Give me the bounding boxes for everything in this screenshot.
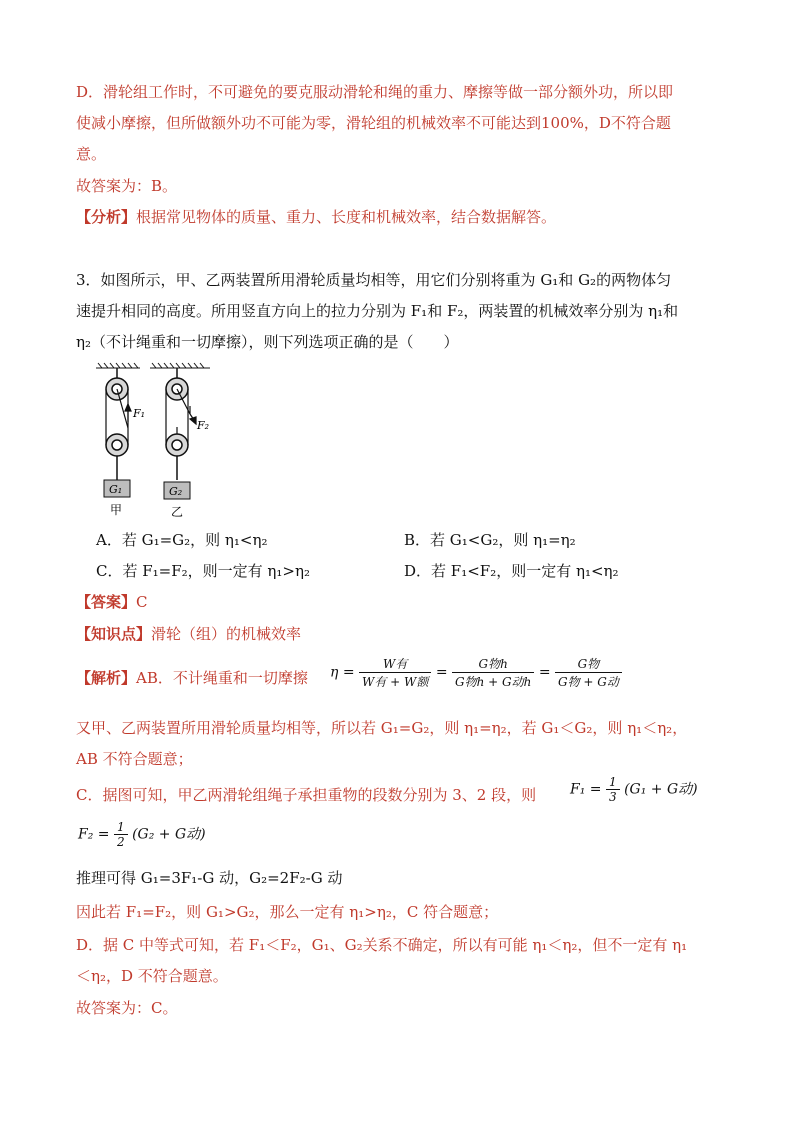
label-g1: G₁ bbox=[109, 483, 123, 496]
jia-movable-pulley bbox=[106, 434, 128, 480]
prev-answer: 故答案为：B。 bbox=[76, 177, 178, 195]
knowledge-line bbox=[76, 624, 301, 644]
q3-stem-line2: 速提升相同的高度。所用竖直方向上的拉力分别为 F₁和 F₂，两装置的机械效率分别为 η₁和 bbox=[76, 302, 679, 320]
prev-analysis bbox=[76, 207, 556, 227]
q3-stem-line1: 3．如图所示，甲、乙两装置所用滑轮质量均相等，用它们分别将重为 G₁和 G₂的两物体匀 bbox=[76, 271, 672, 289]
solution-d-line1: D．据 C 中等式可知，若 F₁＜F₂，G₁、G₂关系不确定，所以有可能 η₁＜η₂，但不一定有 η₁ bbox=[76, 936, 688, 954]
answer-value: C bbox=[136, 593, 148, 611]
ceiling-right bbox=[150, 363, 210, 368]
final-answer: 故答案为：C。 bbox=[76, 999, 178, 1017]
option-c[interactable]: C．若 F₁=F₂，则一定有 η₁>η₂ bbox=[96, 562, 310, 580]
fraction-g: $\frac{\text{G物}}{\text{G物 + G动}}$ bbox=[555, 655, 622, 690]
fraction-gh: $\frac{\text{G物h}}{\text{G物h + G动h}}$ bbox=[452, 655, 534, 690]
label-g2: G₂ bbox=[169, 485, 183, 498]
solution-d-line2: ＜η₂，D 不符合题意。 bbox=[76, 967, 228, 985]
prev-option-d-line2: 使减小摩擦，但所做额外功不可能为零，滑轮组的机械效率不可能达到100%，D不符合题 bbox=[76, 114, 671, 132]
solution-c-line4: 因此若 F₁=F₂，则 G₁>G₂，那么一定有 η₁>η₂，C 符合题意； bbox=[76, 903, 499, 921]
knowledge-text: 滑轮（组）的机械效率 bbox=[151, 625, 302, 643]
yi-movable-pulley bbox=[166, 434, 188, 480]
knowledge-tag: 【知识点】 bbox=[76, 625, 152, 643]
yi-fixed-pulley bbox=[166, 368, 188, 400]
analysis-tag: 【分析】 bbox=[76, 208, 137, 226]
solution-ab-line2: 又甲、乙两装置所用滑轮质量均相等，所以若 G₁=G₂，则 η₁=η₂，若 G₁＜G₂，则 η₁＜η₂， bbox=[76, 719, 688, 737]
solution-tag: 【解析】 bbox=[76, 669, 137, 687]
option-a[interactable]: A．若 G₁=G₂，则 η₁<η₂ bbox=[96, 531, 268, 549]
jia-fixed-pulley bbox=[106, 368, 128, 400]
answer-tag: 【答案】 bbox=[76, 593, 137, 611]
prev-option-d-line1: D．滑轮组工作时，不可避免的要克服动滑轮和绳的重力、摩擦等做一部分额外功，所以即 bbox=[76, 83, 674, 101]
fraction-work: $\frac{\text{W有}}{\text{W有 + W额}}$ bbox=[359, 655, 431, 690]
efficiency-formula: η = $\frac{\text{W有}}{\text{W有 + W额}}$ = $\frac{\text{G物h}}{\text{G物h + G动h}}$ = $\frac{\text{G物}}{\text{G物 + G动}}$ bbox=[330, 655, 622, 690]
label-f2: F₂ bbox=[197, 419, 210, 432]
option-b[interactable]: B．若 G₁<G₂，则 η₁=η₂ bbox=[404, 531, 576, 549]
q3-stem-line3: η₂（不计绳重和一切摩擦），则下列选项正确的是（ ） bbox=[76, 333, 459, 351]
formula-f2: F₂ = $\frac{1}{2}$ (G₂ + G动) bbox=[78, 820, 206, 849]
option-d[interactable]: D．若 F₁<F₂，则一定有 η₁<η₂ bbox=[404, 562, 619, 580]
formula-f1: F₁ = $\frac{1}{3}$ (G₁ + G动) bbox=[570, 775, 698, 804]
solution-c-line3: 推理可得 G₁=3F₁-G 动，G₂=2F₂-G 动 bbox=[76, 869, 343, 887]
ceiling-left bbox=[96, 363, 140, 368]
solution-ab-intro: 【解析】AB．不计绳重和一切摩擦 bbox=[76, 669, 308, 687]
prev-option-d-line3: 意。 bbox=[76, 145, 107, 163]
solution-c-line1: C．据图可知，甲乙两滑轮组绳子承担重物的段数分别为 3、2 段，则 bbox=[76, 786, 537, 804]
caption-yi: 乙 bbox=[171, 505, 184, 519]
caption-jia: 甲 bbox=[110, 503, 123, 517]
solution-ab-line3: AB 不符合题意； bbox=[76, 750, 193, 768]
pulley-figure bbox=[92, 362, 222, 522]
analysis-text: 根据常见物体的质量、重力、长度和机械效率，结合数据解答。 bbox=[136, 208, 557, 226]
label-f1: F₁ bbox=[133, 407, 146, 420]
answer-line bbox=[76, 592, 148, 612]
